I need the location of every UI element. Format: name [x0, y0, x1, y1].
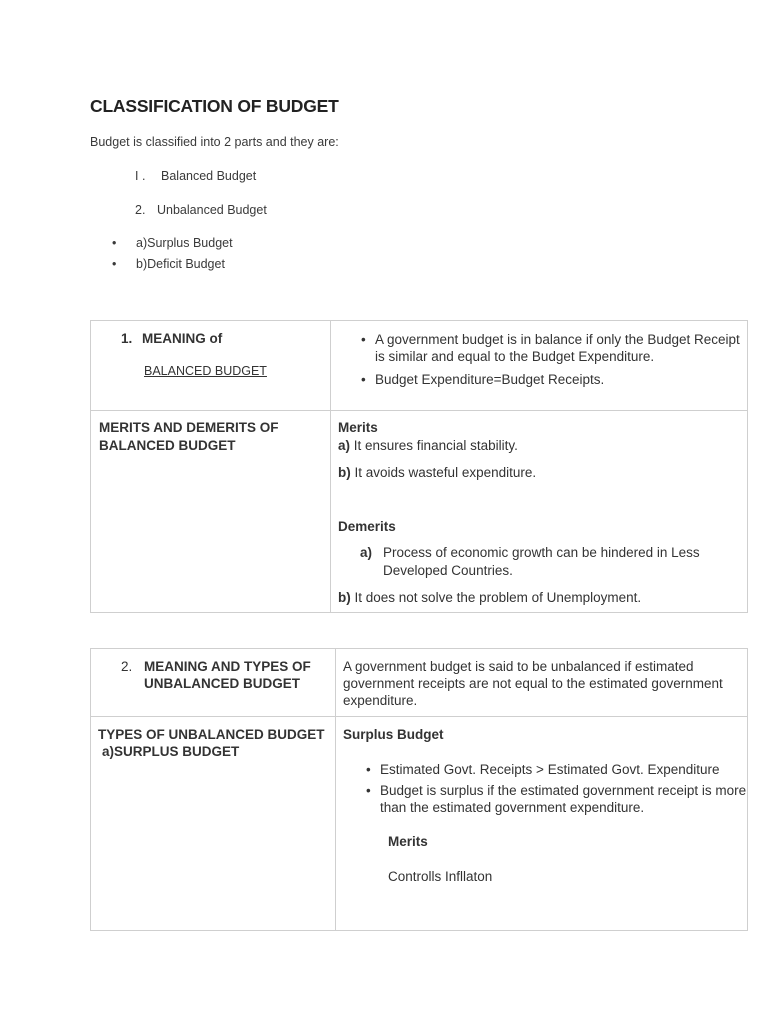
list-item: • Estimated Govt. Receipts > Estimated Govt. Expenditure [336, 761, 747, 778]
merit-item: b) It avoids wasteful expenditure. [338, 465, 537, 480]
merits-heading: MERITS AND DEMERITS OF BALANCED BUDGET [99, 420, 279, 453]
demerits-label: Demerits [338, 519, 396, 534]
surplus-content-cell [336, 717, 748, 931]
numbered-item-balanced [135, 169, 256, 183]
bullet-text: b)Deficit Budget [136, 257, 225, 271]
table-row [91, 717, 748, 931]
meaning-heading-cell [91, 649, 336, 717]
table-row [91, 411, 748, 613]
meaning-content-cell [336, 649, 748, 717]
bullet-item-deficit: • b)Deficit Budget [112, 257, 225, 271]
unbalanced-budget-table [90, 648, 748, 931]
surplus-merits-label: Merits [388, 834, 428, 849]
balanced-budget-table [90, 320, 748, 613]
merits-content-cell [331, 411, 748, 613]
meaning-number: 1. [121, 331, 133, 346]
merit-item: a) It ensures financial stability. [338, 438, 518, 453]
bullet-text: a)Surplus Budget [136, 236, 233, 250]
types-sub-heading: a)SURPLUS BUDGET [102, 744, 240, 759]
numbered-marker: 2. [135, 203, 146, 217]
intro-text: Budget is classified into 2 parts and they are: [90, 135, 339, 149]
numbered-marker: I . [135, 169, 146, 183]
numbered-label: Unbalanced Budget [157, 203, 267, 217]
types-heading: TYPES OF UNBALANCED BUDGET [98, 727, 325, 742]
meaning-heading-cell [91, 321, 331, 411]
meaning-content-cell [331, 321, 748, 411]
demerit-item: a) Process of economic growth can be hindered in Less Developed Countries. [360, 545, 700, 578]
demerit-item: b) It does not solve the problem of Unemployment. [338, 590, 642, 605]
list-item: • Budget is surplus if the estimated government receipt is more than the estimated government expenditure. [336, 782, 747, 816]
meaning-sub-label: BALANCED BUDGET [144, 364, 267, 378]
table-row [91, 649, 748, 717]
surplus-merits-text: Controlls Infllaton [388, 869, 493, 884]
surplus-label: Surplus Budget [343, 727, 444, 742]
meaning-number: 2. [121, 659, 133, 674]
meaning-text: A government budget is said to be unbalanced if estimated government receipts are not equal to the estimated government expenditure. [343, 659, 723, 708]
meaning-label: MEANING AND TYPES OF UNBALANCED BUDGET [144, 659, 311, 691]
table-row [91, 321, 748, 411]
types-heading-cell [91, 717, 336, 931]
document-title: CLASSIFICATION OF BUDGET [90, 96, 339, 116]
numbered-label: Balanced Budget [161, 169, 257, 183]
merits-heading-cell [91, 411, 331, 613]
list-item: • Budget Expenditure=Budget Receipts. [331, 371, 747, 388]
bullet-item-surplus: • a)Surplus Budget [112, 236, 233, 250]
numbered-item-unbalanced [135, 203, 267, 217]
merits-label: Merits [338, 420, 378, 435]
list-item: • A government budget is in balance if only the Budget Receipt is similar and equal to the Budget Expenditure. [331, 331, 747, 365]
meaning-label: MEANING of [142, 331, 223, 346]
